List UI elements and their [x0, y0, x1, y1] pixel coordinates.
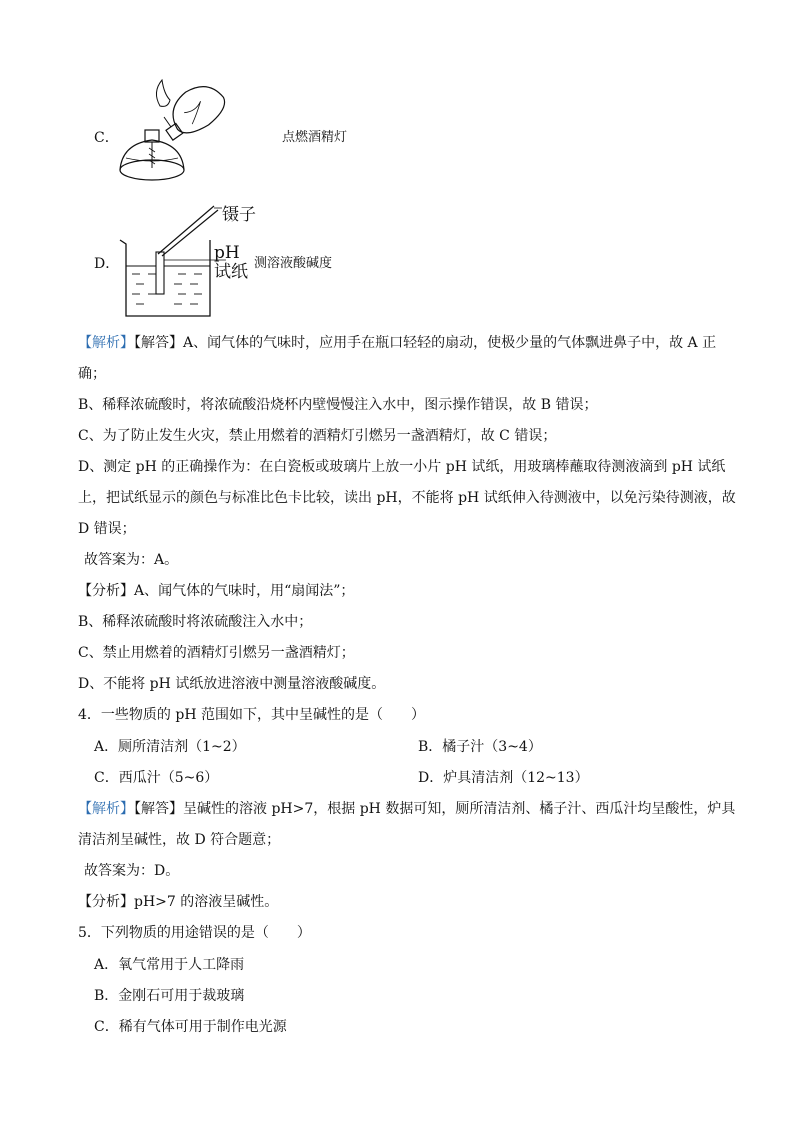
q3-analysis-1: 【分析】A、闻气体的气味时，用“扇闻法”； [78, 583, 355, 599]
ph-paper-label-bottom: 试纸 [214, 262, 248, 282]
analysis-tag: 【解析】 [78, 335, 134, 351]
q3-solution-line-5: D、测定 pH 的正确操作为：在白瓷板或玻璃片上放一小片 pH 试纸，用玻璃棒蘸取待测液滴到 pH 试纸 [78, 459, 726, 475]
ph-test-beaker-figure [118, 200, 228, 320]
q5-option-a: A．氧气常用于人工降雨 [94, 957, 245, 973]
tweezers-label: 镊子 [222, 205, 256, 225]
q3-analysis-3: C、禁止用燃着的酒精灯引燃另一盏酒精灯； [78, 645, 355, 661]
q3-solution-line-4: C、为了防止发生火灾，禁止用燃着的酒精灯引燃另一盏酒精灯，故 C 错误； [78, 428, 557, 444]
q5-option-b: B．金刚石可用于裁玻璃 [94, 988, 245, 1004]
q4-option-b: B．橘子汁（3~4） [418, 739, 542, 755]
q3-solution-line-1: 【解析】【解答】A、闻气体的气味时，应用手在瓶口轻轻的扇动，使极少量的气体飘进鼻子中，故 A 正 [78, 335, 717, 351]
ph-paper-label-top: pH [214, 243, 240, 263]
q4-option-a: A．厕所清洁剂（1~2） [94, 739, 246, 755]
figure-d-caption: 测溶液酸碱度 [254, 256, 333, 271]
q3-analysis-2: B、稀释浓硫酸时将浓硫酸注入水中； [78, 614, 313, 630]
q4-solution-line-2: 清洁剂呈碱性，故 D 符合题意； [78, 832, 281, 848]
q3-answer: 故答案为：A。 [84, 552, 179, 568]
q3-solution-line-3: B、稀释浓硫酸时，将浓硫酸沿烧杯内壁慢慢注入水中，图示操作错误，故 B 错误； [78, 397, 598, 413]
option-d-label: D． [94, 256, 120, 272]
q4-option-d: D．炉具清洁剂（12~13） [418, 770, 589, 786]
q4-analysis: 【分析】pH>7 的溶液呈碱性。 [78, 894, 279, 910]
q3-solution-line-6: 上，把试纸显示的颜色与标准比色卡比较，读出 pH，不能将 pH 试纸伸入待测液中，以免污染待测液，故 [78, 490, 736, 506]
q5-stem: 5．下列物质的用途错误的是（ ） [78, 925, 311, 941]
figure-c-caption: 点燃酒精灯 [282, 130, 348, 145]
alcohol-lamp-lighting-figure [112, 78, 282, 188]
q4-option-c: C．西瓜汁（5~6） [94, 770, 219, 786]
q4-solution-line-1: 【解析】【解答】呈碱性的溶液 pH>7，根据 pH 数据可知，厕所清洁剂、橘子汁、西瓜汁均呈酸性，炉具 [78, 801, 736, 817]
q4-stem: 4．一些物质的 pH 范围如下，其中呈碱性的是（ ） [78, 707, 425, 723]
q3-solution-line-2: 确； [78, 366, 106, 382]
option-c-label: C． [94, 130, 119, 146]
q5-option-c: C．稀有气体可用于制作电光源 [94, 1019, 287, 1035]
q4-answer: 故答案为：D。 [84, 863, 180, 879]
analysis-tag: 【解析】 [78, 801, 134, 817]
q3-solution-line-7: D 错误； [78, 521, 136, 537]
q3-analysis-4: D、不能将 pH 试纸放进溶液中测量溶液酸碱度。 [78, 676, 386, 692]
